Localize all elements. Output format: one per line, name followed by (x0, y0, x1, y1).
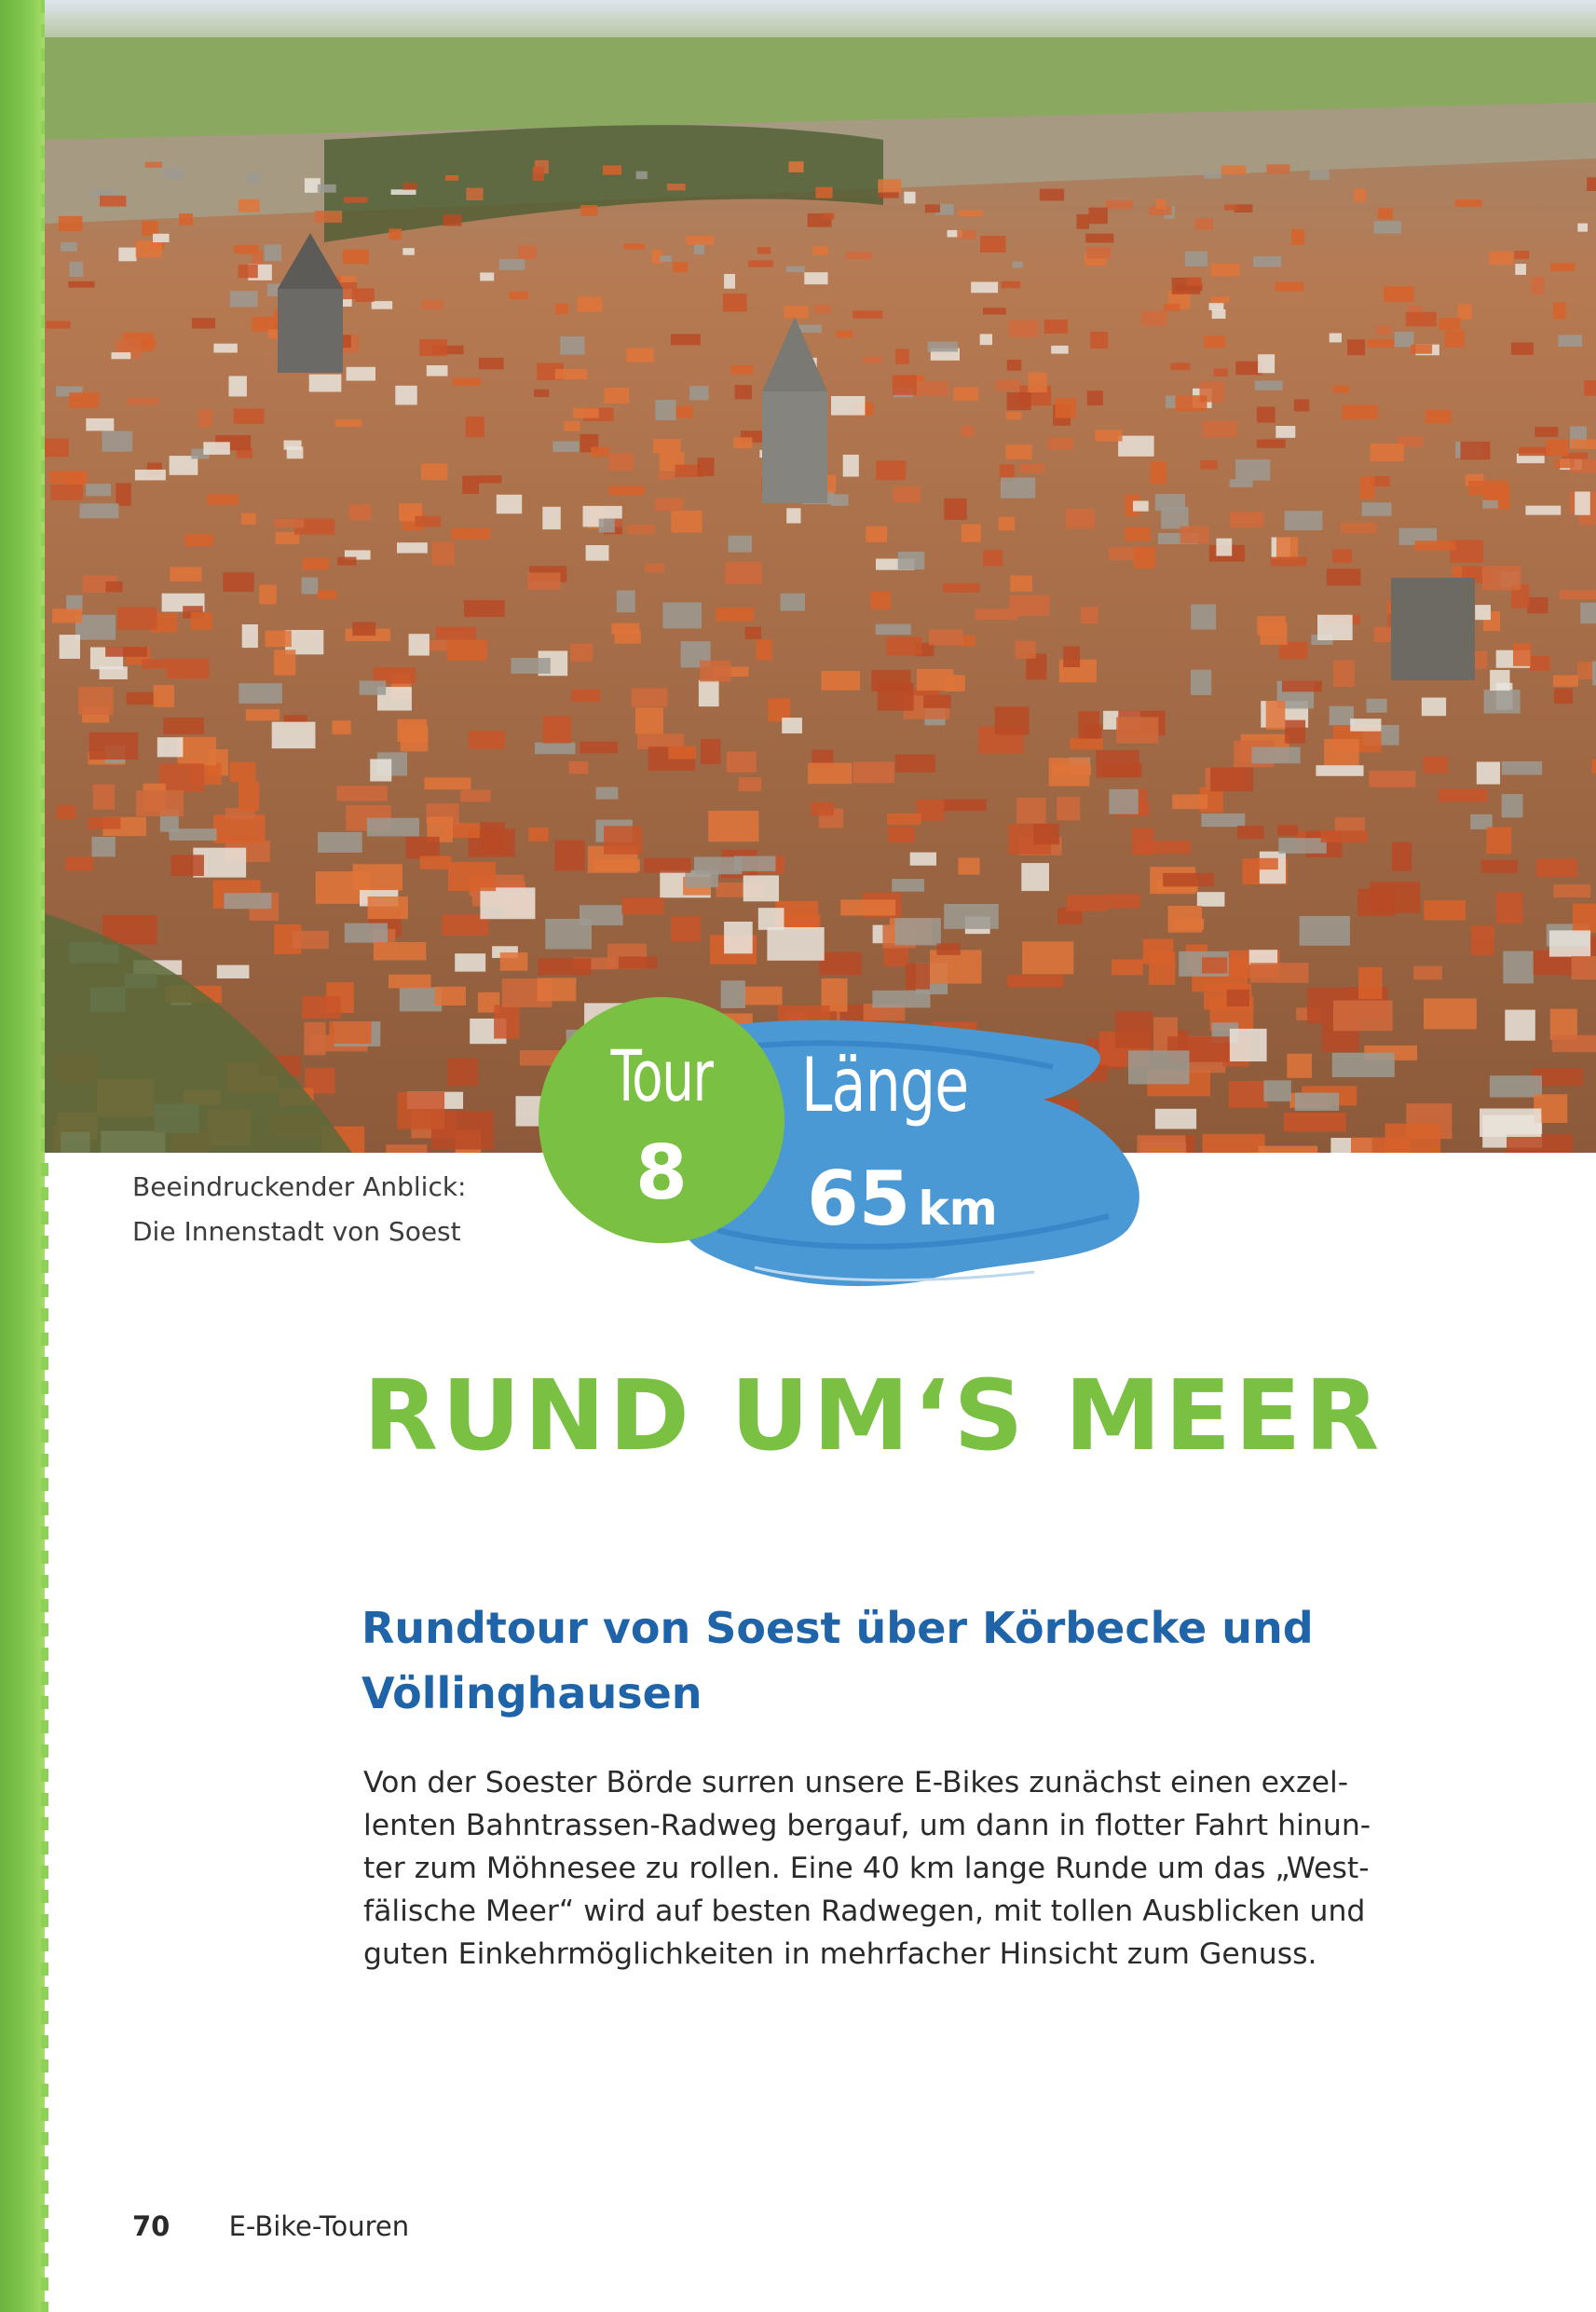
page-number: 70 (132, 2210, 171, 2242)
page-title: RUND UM‘S MEER (363, 1359, 1384, 1472)
caption-line-2: Die Innenstadt von Soest (132, 1216, 461, 1247)
footer-section: E-Bike-Touren (228, 2210, 410, 2242)
subtitle-line-1: Rundtour von Soest über Körbecke und (361, 1603, 1314, 1653)
body-line: guten Einkehrmöglichkeiten in mehrfacher Hinsicht zum Genuss. (363, 1937, 1317, 1971)
photo-caption (132, 1165, 524, 1254)
length-unit: km (918, 1182, 998, 1236)
length-label: Länge (801, 1042, 969, 1129)
caption-line-1: Beeindruckender Anblick: (132, 1171, 467, 1202)
length-value (807, 1156, 998, 1242)
green-side-strip (0, 0, 45, 2312)
body-line: ter zum Möhnesee zu rollen. Eine 40 km lange Runde um das „West- (363, 1852, 1370, 1885)
body-line: lenten Bahntrassen-Radweg bergauf, um dann in flotter Fahrt hinun- (363, 1809, 1371, 1842)
intro-paragraph (363, 1761, 1481, 1976)
page-footer (132, 2210, 409, 2242)
body-line: Von der Soester Börde surren unsere E-Bikes zunächst einen exzel- (363, 1766, 1349, 1799)
tour-number: 8 (635, 1129, 688, 1216)
tour-label: Tour (610, 1034, 713, 1117)
subtitle-line-2: Völlinghausen (361, 1668, 703, 1718)
tour-badge (539, 997, 784, 1243)
aerial-town-photo (45, 0, 1596, 1153)
page-subtitle (361, 1595, 1498, 1726)
length-number: 65 (807, 1156, 911, 1242)
body-line: fälische Meer“ wird auf besten Radwegen, mit tollen Ausblicken und (363, 1895, 1366, 1928)
